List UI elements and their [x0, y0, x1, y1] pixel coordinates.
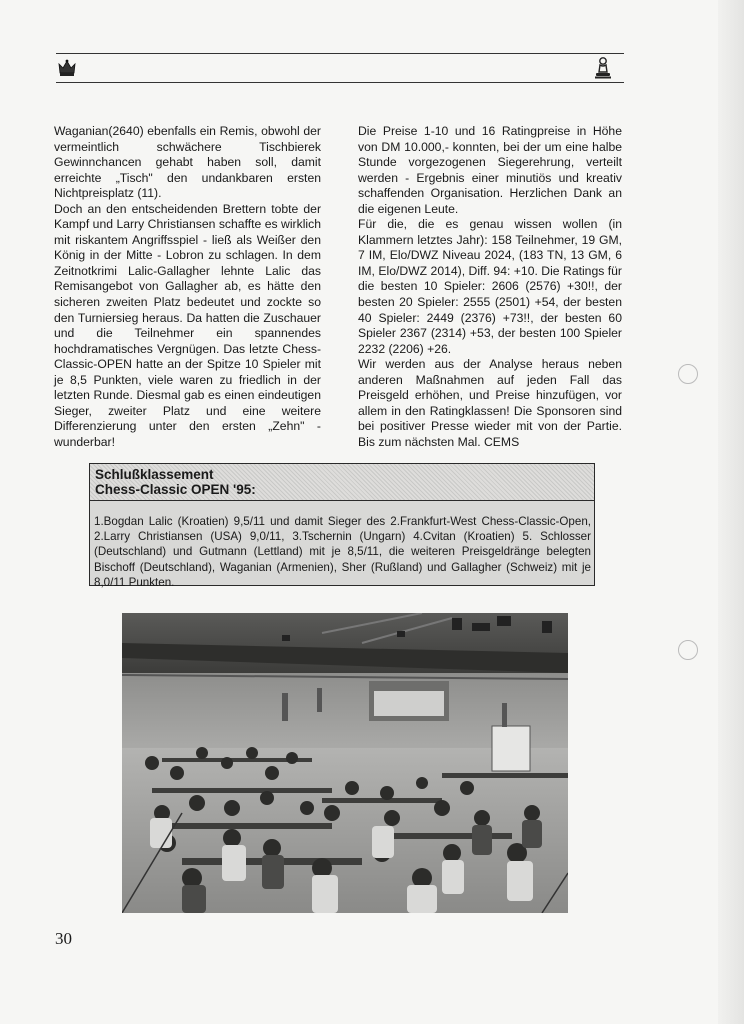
article-paragraph: Wir werden aus der Analyse heraus neben anderen Maßnahmen auf jeden Fall das Preisgeld erhöhen, und Preise hinzufügen, vor allem in den Ratingklassen! Die Sponsoren sind bei positiver Presse wieder mit von der Partie. Bis zum nächsten Mal. CEMS	[358, 357, 622, 449]
crown-icon	[57, 58, 77, 78]
header-rule-top	[56, 53, 624, 54]
article-paragraph: Doch an den entscheidenden Brettern tobte der Kampf und Larry Christiansen schaffte es wirklich mit riskantem Angriffsspiel - ließ als Weißer den König in der Mitte - Lobron zu schlagen. In dem Zeitnotkrimi Lalic-Gallagher lehnte Lalic das Remisangebot von Gallagher ab, es hätte den sicheren zweiten Platz bedeutet und zockte so den Turniersieg heraus. Da hatten die Zuschauer und die Teilnehmer ein spannendes hochdramatisches Vergnügen. Das letzte Chess-Classic-OPEN hatte an der Spitze 10 Spieler mit je 8,5 Punkten, viele waren zu friedlich in der letzten Runde. Diesmal gab es einen eindeutigen Sieger, zweiter Platz und eine weitere Differenzierung unter den ersten „Zehn" - wunderbar!	[54, 201, 321, 449]
chess-pawn-icon	[592, 56, 614, 80]
article-paragraph: Für die, die es genau wissen wollen (in Klammern letztes Jahr): 158 Teilnehmer, 19 GM, 7 IM, Elo/DWZ Niveau 2024, (183 TN, 13 GM, 6 IM, Elo/DWZ 2014), Diff. 94: +10. Die Ratings für die besten 10 Spieler: 2606 (2576) +30!!, der besten 20 Spieler: 2555 (2501) +54, der besten 40 Spieler: 2449 (2376) +73!!, der besten 60 Spieler 2367 (2314) +53, der besten 100 Spieler 2232 (2206) +26.	[358, 217, 622, 356]
article-column-left	[54, 124, 321, 450]
page-number: 30	[55, 929, 72, 948]
standings-text: 1.Bogdan Lalic (Kroatien) 9,5/11 und damit Sieger des 2.Frankfurt-West Chess-Classic-Open, 2.Larry Christiansen (USA) 9,0/11, 3.Tschernin (Ungarn) 4.Cvitan (Kroatien) 5. Schlosser (Deutschland) und Gutmann (Lettland) mit je 8,5/11, die weiteren Preisgeldränge belegten Bischoff (Deutschland), Waganian (Armenien), Sher (Rußland) und Gallagher (Schweiz) mit je 8,0/11 Punkten.	[94, 515, 591, 589]
scan-artifact	[678, 364, 698, 384]
article-paragraph: Waganian(2640) ebenfalls ein Remis, obwohl der vermeintlich schwächere Tischbierek Gewinnchancen gehabt haben soll, damit erreichte „Tisch" den undankbaren ersten Nichtpreisplatz (11).	[54, 124, 321, 201]
standings-subtitle: Chess-Classic OPEN '95:	[95, 482, 256, 497]
final-standings-box	[89, 463, 595, 589]
article-paragraph: Die Preise 1-10 und 16 Ratingpreise in Höhe von DM 10.000,- konnten, bei der um eine halbe Stunde vorgezogenen Siegerehrung, verteilt werden - Ergebnis einer minutiös und kreativ schaffenden Organisation. Herzlichen Dank an die eigenen Leute.	[358, 124, 622, 216]
scan-artifact	[678, 640, 698, 660]
standings-title: Schlußklassement	[95, 467, 214, 482]
page-edge-shadow	[718, 0, 744, 1024]
header-rule-bottom	[56, 82, 624, 83]
photo-illustration	[122, 613, 568, 913]
article-column-right	[358, 124, 622, 450]
tournament-hall-photo	[122, 613, 568, 913]
standings-box-header	[90, 464, 594, 501]
